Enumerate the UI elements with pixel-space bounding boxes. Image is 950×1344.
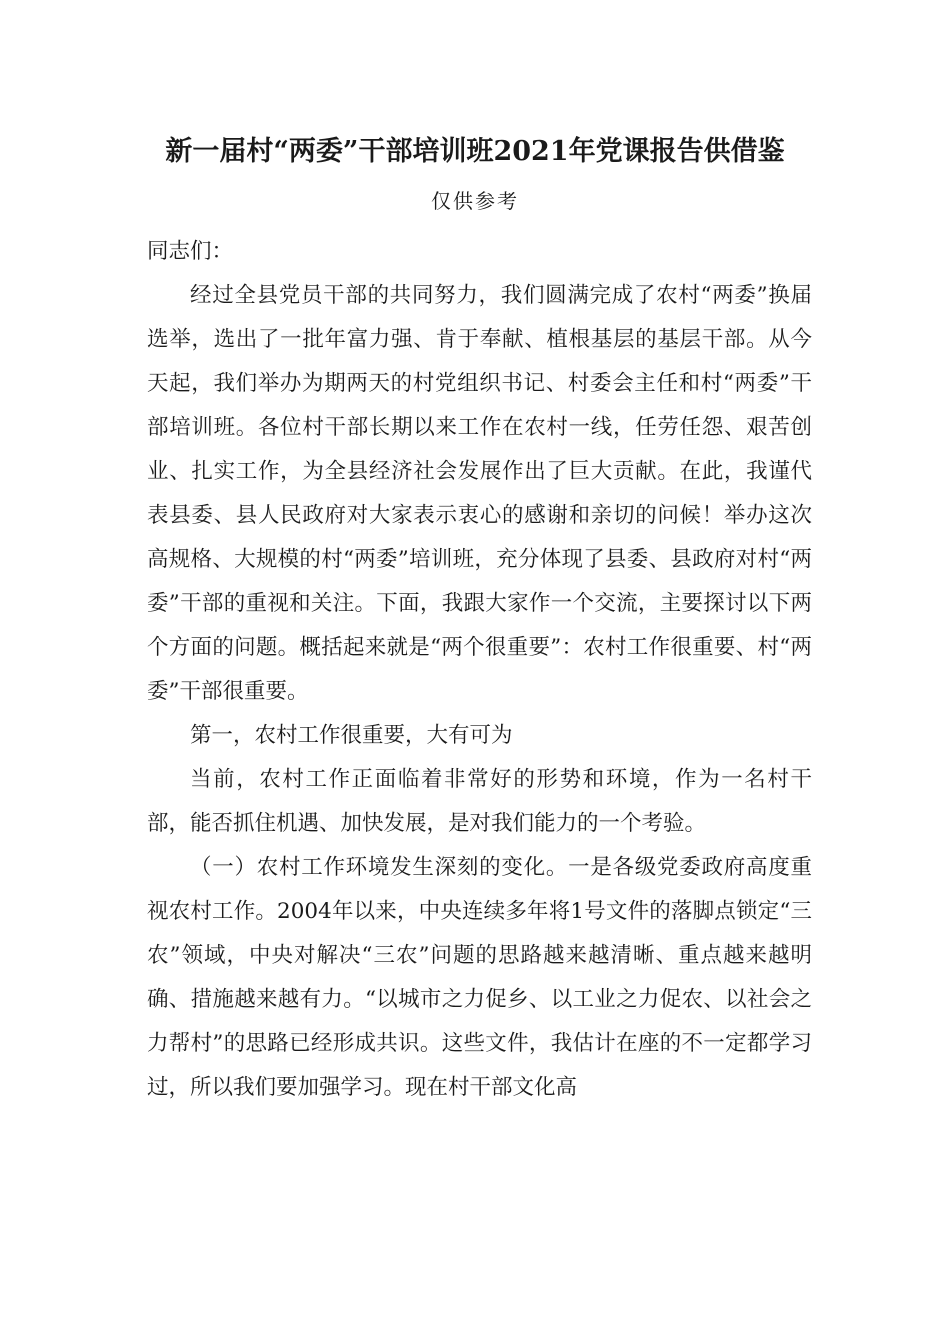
salutation: 同志们：	[147, 239, 234, 264]
section-heading-first: 第一，农村工作很重要，大有可为	[190, 723, 513, 748]
document-subtitle: 仅供参考	[431, 189, 519, 213]
document-title: 新一届村“两委”干部培训班2021年党课报告供借鉴	[165, 136, 785, 167]
document-body	[147, 230, 812, 1110]
paragraph-intro: 经过全县党员干部的共同努力，我们圆满完成了农村“两委”换届选举，选出了一批年富力强、肯于奉献、植根基层的基层干部。从今天起，我们举办为期两天的村党组织书记、村委会主任和村“两委”干部培训班。各位村干部长期以来工作在农村一线，任劳任怨、艰苦创业、扎实工作，为全县经济社会发展作出了巨大贡献。在此，我谨代表县委、县人民政府对大家表示衷心的感谢和亲切的问候！举办这次高规格、大规模的村“两委”培训班，充分体现了县委、县政府对村“两委”干部的重视和关注。下面，我跟大家作一个交流，主要探讨以下两个方面的问题。概括起来就是“两个很重要”：农村工作很重要、村“两委”干部很重要。	[147, 283, 812, 704]
paragraph-current-situation: 当前，农村工作正面临着非常好的形势和环境，作为一名村干部，能否抓住机遇、加快发展，是对我们能力的一个考验。	[147, 767, 812, 836]
paragraph-environment-change: （一）农村工作环境发生深刻的变化。一是各级党委政府高度重视农村工作。2004年以来，中央连续多年将1号文件的落脚点锁定“三农”领域，中央对解决“三农”问题的思路越来越清晰、重点越来越明确、措施越来越有力。“以城市之力促乡、以工业之力促农、以社会之力帮村”的思路已经形成共识。这些文件，我估计在座的不一定都学习过，所以我们要加强学习。现在村干部文化高	[147, 855, 812, 1100]
